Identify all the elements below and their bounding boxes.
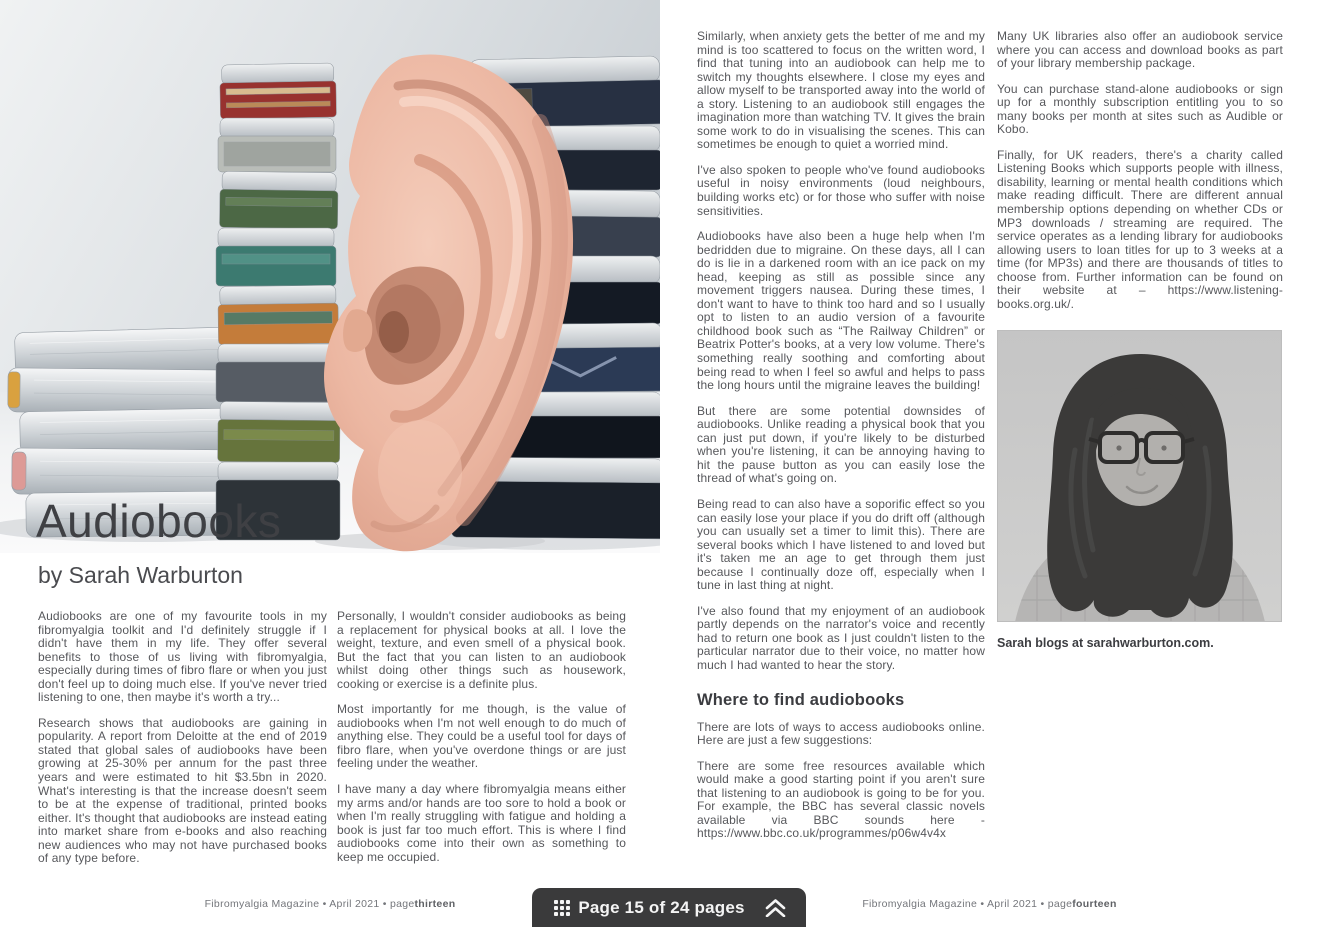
- author-photo: [997, 330, 1282, 622]
- body-paragraph: Audiobooks have also been a huge help when I'm bedridden due to migraine. On these days, all I can do is lie in a darkened room with an ice pack on my head, keeping as still as possible since any movement triggers nausea. During these times, I don't want to have to think too hard and so I usually opt to listen to an audio version of a favourite childhood book such as “The Railway Children” or Beatrix Potter's books, at a very low volume. There's something really soothing and comforting about being read to when I feel so awful and helps to pass the long hours until the migraine leaves the building!: [697, 229, 985, 393]
- body-paragraph: I've also found that my enjoyment of an audiobook partly depends on the narrator's voice and recently had to return one book as I just couldn't listen to the particular narrator due to their voice, no matter how much I had wanted to hear the story.: [697, 603, 985, 672]
- body-paragraph: Being read to can also have a soporific effect so you can easily lose your place if you do drift off (although you can usually set a timer to limit this). There are several books which I have listened to and loved but it's taken me an age to get through them just because I continually doze off, especially when I tune in last thing at night.: [697, 496, 985, 593]
- author-portrait-svg: [997, 330, 1282, 622]
- body-paragraph: Research shows that audiobooks are gaining in popularity. A report from Deloitte at the end of 2019 stated that global sales of audiobooks have been growing at 25-30% per annum for the past three years and were estimated to hit $3.5bn in 2020. What's interesting is that the increase doesn't seem to be at the expense of traditional, printed books either. It's thought that audiobooks are instead eating into market share from e-books and also reaching new audiences who may not have purchased books of any type before.: [38, 715, 327, 866]
- body-paragraph: Personally, I wouldn't consider audiobooks as being a replacement for physical books at all. I love the weight, texture, and even smell of a physical book. But the fact that you can listen to an audiobook whilst doing other things such as housework, cooking or exercise is a definite plus.: [337, 609, 626, 691]
- hero-ear-books-illustration: [0, 0, 660, 553]
- right-page-column-1: [697, 30, 985, 853]
- footer-text: Fibromyalgia Magazine • April 2021 • page: [862, 898, 1073, 910]
- page-indicator: Page 15 of 24 pages: [578, 897, 745, 917]
- body-paragraph: There are some free resources available which would make a good starting point if you aren't sure that listening to an audiobook is going to be for you. For example, the BBC has several classic novels available via BBC sounds here - https://www.bbc.co.uk/programmes/p06w4v4x: [697, 758, 985, 841]
- double-chevron-up-icon[interactable]: [763, 899, 788, 917]
- body-paragraph: Finally, for UK readers, there's a charity called Listening Books which supports people with illness, disability, learning or mental health conditions which make reading difficult. There are different annual membership options depending on whether CDs or MP3 downloads / streaming are required. The service operates as a lending library for audiobooks allowing users to loan titles for up to 3 weeks at a time (for MP3s) and there are thousands of titles to choose from. Further information can be found on their website at – https://www.listening-books.org.uk/.: [997, 147, 1283, 311]
- left-page-column-2: [337, 610, 626, 876]
- body-paragraph: I've also spoken to people who've found audiobooks useful in noisy environments (loud neighbours, building works etc) or for those who suffer with noise sensitivities.: [697, 162, 985, 218]
- body-paragraph: Audiobooks are one of my favourite tools in my fibromyalgia toolkit and I'd definitely struggle if I didn't have them in my life. They offer several benefits to those of us living with fibromyalgia, especially during times of fibro flare or when you just don't feel up to doing much else. If you've never tried listening to one, then maybe it's worth a try...: [38, 609, 327, 705]
- footer-text: Fibromyalgia Magazine • April 2021 • page: [204, 898, 415, 910]
- thumbnail-grid-icon[interactable]: [554, 900, 570, 916]
- body-paragraph: But there are some potential downsides of audiobooks. Unlike reading a physical book that you can just put down, if you're likely to be disturbed when you're listening, it can be annoying having to hit the pause button as you can easily lose the thread of what's going on.: [697, 403, 985, 486]
- body-paragraph: You can purchase stand-alone audiobooks or sign up for a monthly subscription entitling you to so many books per month at sites such as Audible or Kobo.: [997, 81, 1283, 137]
- hero-illustration-svg: [0, 0, 660, 553]
- footer-page-word: fourteen: [1072, 898, 1117, 910]
- body-paragraph: I have many a day where fibromyalgia means either my arms and/or hands are too sore to hold a book or when I'm really struggling with fatigue and holding a book is just far too much effort. This is where I find audiobooks come into their own as something to keep me occupied.: [337, 782, 626, 864]
- body-paragraph: There are lots of ways to access audiobooks online. Here are just a few suggestions:: [697, 719, 985, 748]
- section-heading-where-to-find: Where to find audiobooks: [697, 690, 905, 709]
- body-paragraph: Most importantly for me though, is the value of audiobooks when I'm not well enough to do much of anything else. They could be a useful tool for days of fibro flare, when you've overdone things or are just feeling under the weather.: [337, 702, 626, 771]
- magazine-page-right: [660, 0, 1317, 927]
- pager-toolbar: [532, 888, 806, 927]
- article-title: Audiobooks: [36, 495, 282, 547]
- article-byline: by Sarah Warburton: [38, 562, 243, 588]
- body-paragraph: Many UK libraries also offer an audiobook service where you can access and download books as part of your library membership package.: [997, 29, 1283, 71]
- right-page-column-2: [997, 30, 1283, 323]
- footer-page-word: thirteen: [414, 898, 456, 910]
- body-paragraph: Similarly, when anxiety gets the better of me and my mind is too scattered to focus on the written word, I find that tuning into an audiobook can help me to switch my thoughts elsewhere. I close my eyes and allow myself to be transported away into the world of a story. Listening to an audiobook still engages the imagination more than watching TV. It gives the brain some work to do in visualising the scenes. This can sometimes be enough to quiet a worried mind.: [697, 29, 985, 152]
- left-page-column-1: [38, 610, 327, 878]
- author-photo-caption: Sarah blogs at sarahwarburton.com.: [997, 636, 1214, 650]
